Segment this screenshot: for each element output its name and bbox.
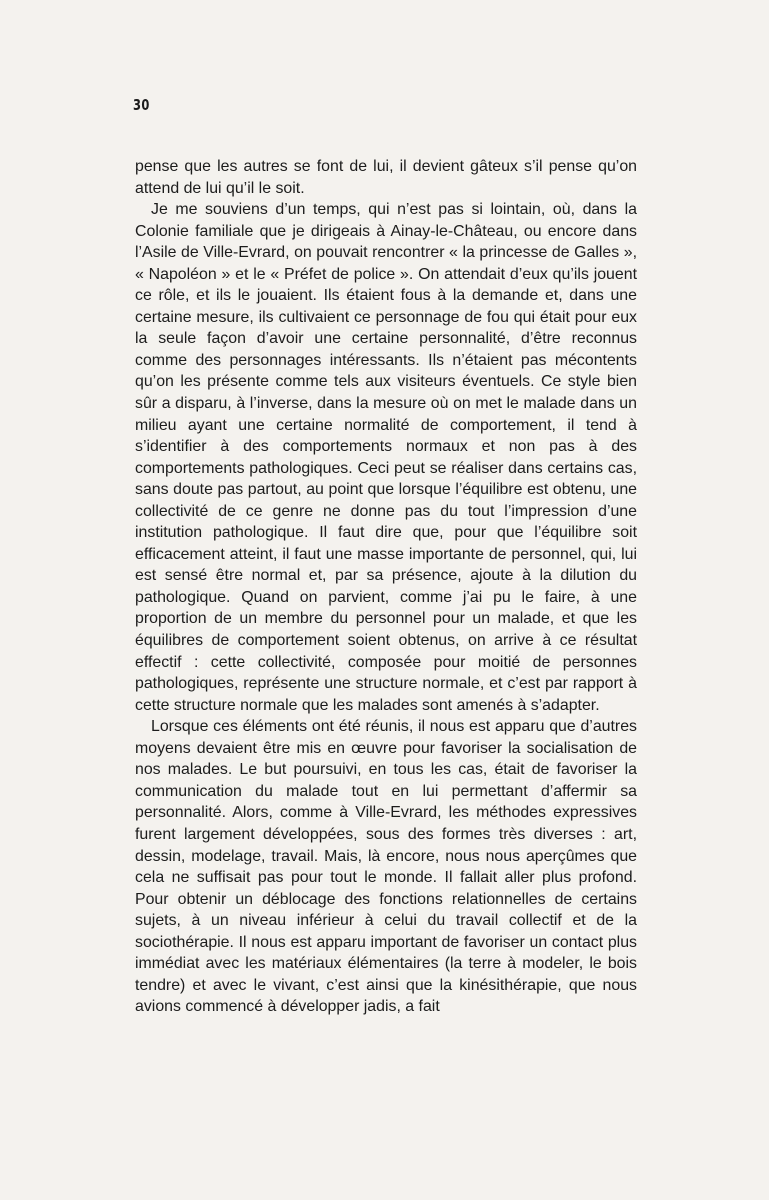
paragraph: Lorsque ces éléments ont été réunis, il nous est apparu que d’autres moyens devaient être mis en œuvre pour favoriser la socialisation de nos malades. Le but poursuivi, en tous les cas, était de favoriser la communication du malade tout en lui permettant d’affermir sa personnalité. Alors, comme à Ville-Evrard, les méthodes expressives furent largement développées, sous des formes très diverses : art, dessin, modelage, travail. Mais, là encore, nous nous aperçûmes que cela ne suffisait pas pour tout le monde. Il fallait aller plus profond. Pour obtenir un déblocage des fonctions relationnelles de certains sujets, à un niveau inférieur à celui du travail collectif et de la sociothérapie. Il nous est apparu important de favoriser un contact plus immédiat avec les matériaux élémentaires (la terre à modeler, le bois tendre) et avec le vivant, c’est ainsi que la kinésithérapie, que nous avions commencé à développer jadis, a fait [135, 718, 637, 1016]
page-number: 30 [133, 96, 150, 114]
paragraph: Je me souviens d’un temps, qui n’est pas si lointain, où, dans la Colonie familiale que je dirigeais à Ainay-le-Château, ou encore dans l’Asile de Ville-Evrard, on pouvait rencontrer « la princesse de Galles », « Napoléon » et le « Préfet de police ». On attendait d’eux qu’ils jouent ce rôle, et ils le jouaient. Ils étaient fous à la demande et, dans une certaine mesure, ils cultivaient ce personnage de fou qui était pour eux la seule façon d’avoir une certaine personnalité, d’être reconnus comme des personnages intéressants. Ils n’étaient pas mécontents qu’on les présente comme tels aux visiteurs éventuels. Ce style bien sûr a disparu, à l’inverse, dans la mesure où on met le malade dans un milieu ayant une certaine normalité de comportement, il tend à s’identifier à des comportements normaux et non pas à des comportements pathologiques. Ceci peut se réaliser dans certains cas, sans doute pas partout, au point que lorsque l’équilibre est obtenu, une collectivité de ce genre ne donne pas du tout l’impression d’une institution pathologique. Il faut dire que, pour que l’équilibre soit efficacement atteint, il faut une masse importante de personnel, qui, lui est sensé être normal et, par sa présence, ajoute à la dilution du pathologique. Quand on parvient, comme j’ai pu le faire, à une proportion de un membre du personnel pour un malade, et que les équilibres de comportement soient obtenus, on arrive à ce résultat effectif : cette collectivité, composée pour moitié de personnes pathologiques, représente une structure normale, et c’est par rapport à cette structure normale que les malades sont amenés à s’adapter. [135, 201, 637, 714]
paragraph: pense que les autres se font de lui, il devient gâteux s’il pense qu’on attend de lui qu’il le soit. [135, 158, 637, 197]
body-text [135, 156, 637, 1018]
